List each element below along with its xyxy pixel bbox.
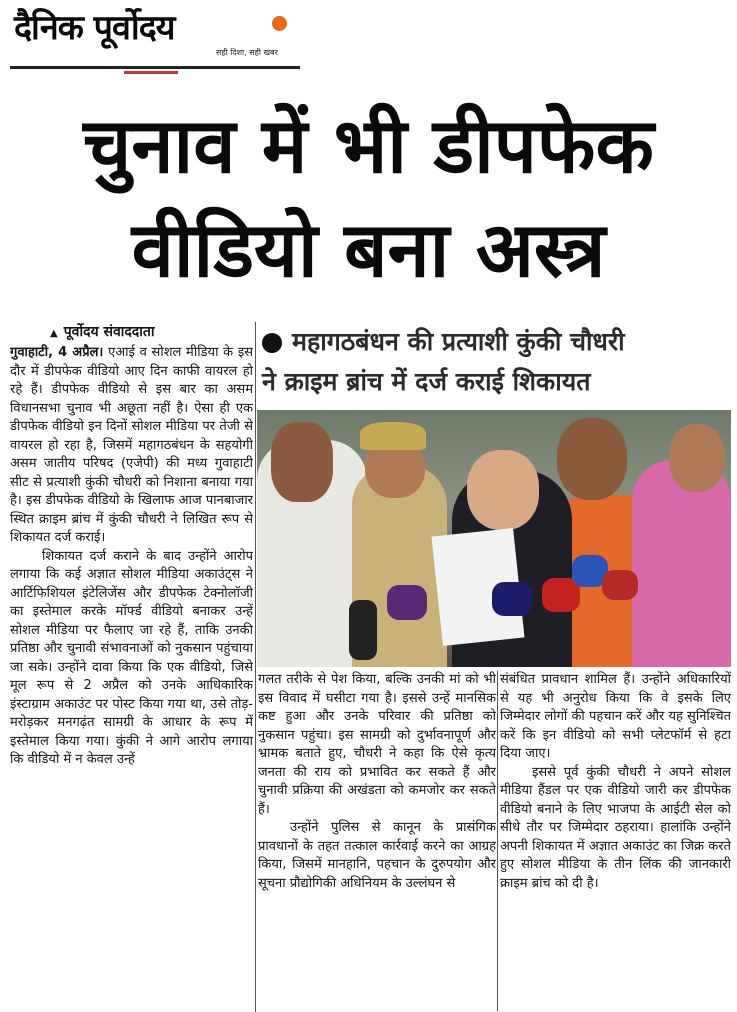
article-paragraph: गलत तरीके से पेश किया, बल्कि उनकी मां को भी इस विवाद में घसीटा गया है। इससे उन्हें मानसिक कष्ट हुआ और उनके परिवार की प्रतिष्ठा को नुकसान पहुंचा। इस सामग्री को दुर्भावनापूर्ण और भ्रामक बताते हुए, चौधरी ने कहा कि ऐसे कृत्य जनता की राय को प्रभावित कर सकते हैं और चुनावी प्रक्रिया की अखंडता को कमजोर कर सकते हैं। [258,672,496,817]
article-paragraph: इससे पूर्व कुंकी चौधरी ने अपने सोशल मीडिया हैंडल पर एक वीडियो जारी कर डीपफेक वीडियो बनाने के लिए भाजपा के आईटी सेल को सीधे तौर पर जिम्मेदार ठहराया। हालांकि उन्होंने अपनी शिकायत में अज्ञात अकाउंट का जिक्र करते हुए सोशल मीडिया के तीन लिंक की जानकारी क्राइम ब्रांच को दी है। [500,764,731,891]
article-paragraph: उन्होंने पुलिस से कानून के प्रासंगिक प्रावधानों के तहत तत्काल कार्रवाई करने का आग्रह किया, जिसमें मानहानि, पहचान के दुरुपयोग और सूचना प्रौद्योगिकी अधिनियम के उल्लंघन से [258,820,496,891]
article-column-3 [500,671,731,1011]
byline-triangle-icon: ▲ [50,328,58,339]
subheadline-line-2: ने क्राइम ब्रांच में दर्ज कराई शिकायत [262,367,591,396]
microphone-icon [387,585,427,620]
subheadline-line-1 [262,322,732,362]
newspaper-tagline: सही दिशा, सही खबर [216,48,278,57]
headline-line-2: वीडियो बना अस्त्र [131,205,606,294]
masthead-rule [10,66,300,69]
headline-line-1: चुनाव में भी डीपफेक [83,101,654,190]
subheadline-text-1: महागठबंधन की प्रत्याशी कुंकी चौधरी [292,327,625,356]
bullet-icon [262,333,282,353]
photo-candidate-head [467,450,539,530]
masthead [10,6,300,70]
paragraph-text: एआई व सोशल मीडिया के इस दौर में डीपफेक वीडियो आए दिन काफी वायरल हो रहे हैं। डीपफेक वीडियो से इस बार का असम विधानसभा चुनाव भी अछूता नहीं है। ऐसा ही एक डीपफेक वीडियो इन दिनों सोशल मीडिया पर तेजी से वायरल हो रहा है, जिसमें महागठबंधन के सहयोगी असम जातीय परिषद (एजेपी) की मध्य गुवाहाटी सीट से प्रत्याशी कुंकी चौधरी को निशाना बनाया गया है। इस डीपफेक वीडियो के खिलाफ आज पानबाजार स्थित क्राइम ब्रांच में कुंकी चौधरी ने लिखित रूप से शिकायत दर्ज कराई। [10,345,253,545]
microphone-icon [349,600,377,660]
article-paragraph [10,344,253,548]
microphone-icon [602,570,638,600]
byline-text: पूर्वोदय संवाददाता [63,324,155,340]
article-column-2 [258,671,496,1011]
dateline: गुवाहाटी, 4 अप्रैल। [10,345,104,360]
photo-person-pink [632,460,731,667]
article-paragraph: शिकायत दर्ज कराने के बाद उन्होंने आरोप लगाया कि कई अज्ञात सोशल मीडिया अकाउंट्स ने आर्टिफिशियल इंटेलिजेंस और डीपफेक टेक्नोलॉजी का इस्तेमाल करके मॉर्फ्ड वीडियो बनाकर उन्हें सोशल मीडिया पर फैलाए जा रहे हैं, ताकि उनकी प्रतिष्ठा और चुनावी संभावनाओं को नुकसान पहुंचाया जा सके। उन्होंने दावा किया कि एक वीडियो, जिसे मूल रूप से 2 अप्रैल को उनके आधिकारिक इंस्टाग्राम अकाउंट पर पोस्ट किया गया था, उसे तोड़-मरोड़कर मनगढ़ंत सामग्री के आधार के रूप में इस्तेमाल किया गया। कुंकी ने आगे आरोप लगाया कि वीडियो में न केवल उन्हें [10,548,253,767]
photo-person-pink-head [669,424,725,492]
news-photo [257,410,731,667]
photo-person-left-head [271,422,333,502]
logo-dot-icon [272,16,287,31]
photo-person-orange-head [557,418,627,500]
masthead-subline [124,71,178,74]
column-divider [255,322,256,1012]
article-paragraph: संबंधित प्रावधान शामिल हैं। उन्होंने अधिकारियों से यह भी अनुरोध किया कि वे इसके लिए जिम्मेदार लोगों की पहचान करें और यह सुनिश्चित करें कि इन वीडियो को सभी प्लेटफॉर्म से हटा दिया जाए। [500,672,731,761]
column-divider [497,671,498,1011]
microphone-icon [492,582,532,616]
newspaper-name: दैनिक पूर्वोदय [14,8,175,48]
photo-police-cap [360,422,426,450]
article-column-1 [10,322,253,1012]
byline [10,322,253,344]
